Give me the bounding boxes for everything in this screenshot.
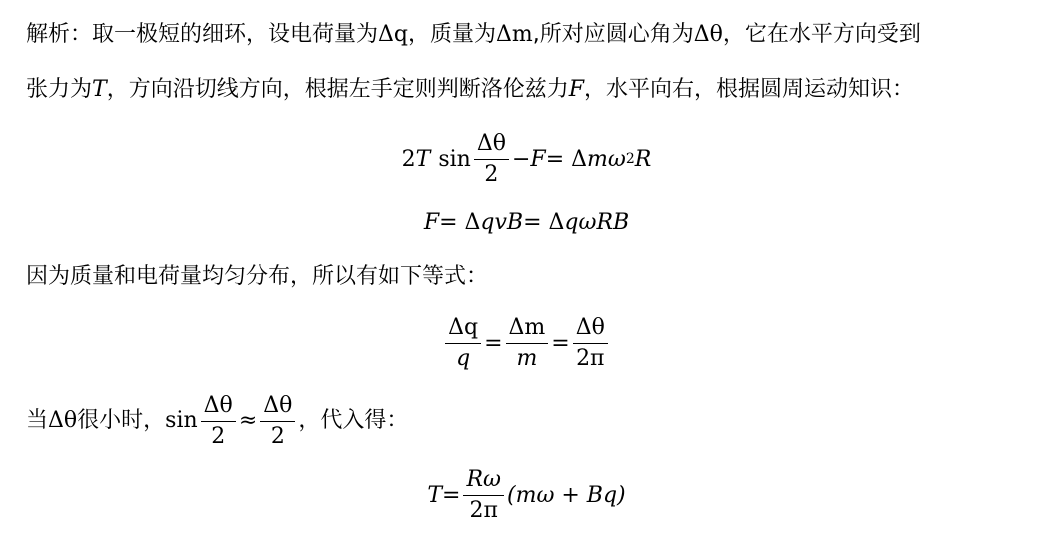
analysis-intro-text: 解析：取一极短的细环，设电荷量为	[26, 22, 379, 47]
eq2-q-omega-rb: qωRB	[564, 209, 630, 235]
eq4-tension: T	[427, 482, 443, 508]
eq2-force: F	[423, 209, 440, 235]
lorentz-rule-text: ，方向沿切线方向，根据左手定则判断洛伦兹力	[106, 77, 569, 102]
horizontal-force-text: ，它在水平方向受到	[722, 22, 921, 47]
line4-num-2: Δθ	[263, 392, 293, 418]
eq1-sin: sin	[438, 146, 471, 172]
delta-q-symbol: Δq	[378, 22, 408, 47]
line4-den-2: 2	[270, 423, 285, 449]
line4-num-1: Δθ	[203, 392, 233, 418]
eq4-equals: =	[442, 482, 461, 508]
eq4-parenthetical: (mω + Bq)	[507, 482, 626, 508]
eq3-fraction-m	[506, 313, 549, 374]
eq3-fraction-theta	[573, 313, 608, 374]
line4-fraction-1	[201, 391, 236, 452]
delta-m-symbol: Δm	[496, 22, 533, 47]
eq1-tension: T	[415, 146, 431, 172]
eq1-equals: = Δ	[545, 146, 588, 172]
force-symbol: F	[568, 77, 584, 102]
tension-symbol: T	[92, 77, 107, 102]
mass-label-text: ，质量为	[408, 22, 497, 47]
eq1-numerator: Δθ	[476, 130, 506, 156]
eq3-num-dq: Δq	[448, 314, 479, 340]
eq3-den-2pi: 2π	[576, 345, 605, 371]
line4-fraction-2	[260, 391, 295, 452]
analysis-line-3	[26, 262, 488, 292]
eq1-minus: −	[511, 146, 531, 172]
eq4-numerator: Rω	[466, 466, 501, 492]
equation-lorentz-force	[0, 205, 1053, 239]
eq2-qvb: qvB	[480, 209, 524, 235]
line4-sin: sin	[165, 408, 198, 433]
when-text: 当	[26, 408, 49, 433]
analysis-line-2	[26, 75, 914, 105]
analysis-line-1	[26, 20, 921, 50]
line4-den-1: 2	[211, 423, 226, 449]
eq3-equals-1: =	[484, 330, 503, 356]
uniform-distribution-text: 因为质量和电荷量均匀分布，所以有如下等式：	[26, 264, 489, 289]
equation-force-balance	[0, 128, 1053, 190]
line4-delta-theta: Δθ	[48, 408, 78, 433]
eq2-equals-2: = Δ	[523, 209, 565, 235]
eq3-equals-2: =	[551, 330, 570, 356]
substitute-text: ，代入得：	[298, 408, 409, 433]
eq3-den-m: m	[516, 345, 538, 371]
eq3-fraction-q	[445, 313, 481, 374]
eq4-denominator: 2π	[469, 497, 498, 523]
circular-motion-text: ，水平向右，根据圆周运动知识：	[583, 77, 914, 102]
angle-label-text: ,所对应圆心角为	[532, 22, 694, 47]
analysis-line-4	[26, 388, 408, 454]
small-angle-text: 很小时，	[77, 408, 166, 433]
eq4-fraction	[463, 465, 504, 526]
tension-label-text: 张力为	[26, 77, 93, 102]
eq1-square: 2	[625, 151, 635, 167]
eq3-num-dm: Δm	[508, 314, 546, 340]
eq1-force: F	[530, 146, 546, 172]
eq1-m-omega: mω	[587, 146, 626, 172]
eq3-num-dtheta: Δθ	[575, 314, 605, 340]
eq3-den-q: q	[456, 345, 471, 371]
equation-ratios	[0, 310, 1053, 376]
eq1-radius: R	[634, 146, 652, 172]
delta-theta-symbol: Δθ	[693, 22, 723, 47]
equation-final-tension	[0, 462, 1053, 528]
eq1-denominator: 2	[484, 161, 499, 187]
approx-symbol: ≈	[238, 408, 258, 433]
eq2-equals-1: = Δ	[439, 209, 481, 235]
eq1-two: 2	[401, 146, 416, 172]
eq1-fraction	[474, 129, 509, 190]
